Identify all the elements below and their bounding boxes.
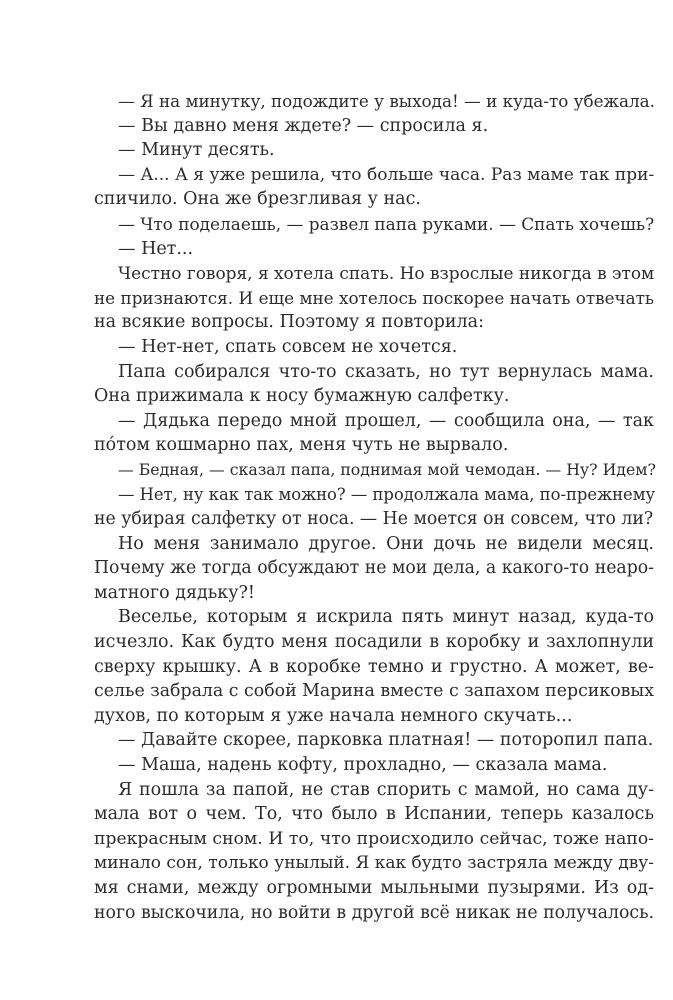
- text-line: Она прижимала к носу бумажную салфетку.: [94, 386, 510, 407]
- text-line: спичило. Она же брезгливая у нас.: [94, 189, 421, 210]
- text-line: Веселье, которым я искрила пять минут назад, куда-то: [118, 607, 654, 628]
- text-line: — Я на минутку, подождите у выхода! — и куда-то убежала.: [118, 91, 655, 111]
- text-line: Папа собирался что-то сказать, но тут вернулась мама.: [118, 361, 654, 382]
- text-line: — Бедная, — сказал папа, поднимая мой чемодан. — Ну? Идем?: [118, 459, 656, 479]
- page-text: [94, 89, 654, 925]
- text-line: исчезло. Как будто меня посадили в коробку и захлопнули: [94, 632, 654, 653]
- text-line: — Давайте скорее, парковка платная! — поторопил папа.: [118, 730, 654, 751]
- text-line: не признаются. И еще мне хотелось поскорее начать отвечать: [94, 287, 654, 308]
- text-line: — Маша, надень кофту, прохладно, — сказала мама.: [118, 755, 608, 776]
- text-line: прекрасным сном. И то, что происходило сейчас, тоже напо-: [94, 828, 654, 849]
- text-line: — Нет-нет, спать совсем не хочется.: [118, 336, 458, 357]
- text-line: — Минут десять.: [118, 140, 275, 161]
- text-line: — Нет, ну как так можно? — продолжала мама, по-прежнему: [118, 484, 656, 504]
- text-line: Честно говоря, я хотела спать. Но взрослые никогда в этом: [118, 263, 655, 284]
- text-line: — Дядька передо мной прошел, — сообщила она, — так: [118, 410, 654, 431]
- text-line: матного дядьку?!: [94, 582, 255, 603]
- text-line: пóтом кошмарно пах, меня чуть не вырвало.: [94, 435, 509, 456]
- text-line: — Вы давно меня ждете? — спросила я.: [118, 115, 489, 136]
- text-line: мала вот о чем. То, что было в Испании, теперь казалось: [94, 804, 654, 825]
- text-line: Но меня занимало другое. Они дочь не видели месяц.: [118, 533, 654, 554]
- text-line: селье забрала с собой Марина вместе с запахом персиковых: [94, 681, 654, 702]
- text-line: духов, по которым я уже начала немного скучать...: [94, 705, 573, 726]
- text-line: минало сон, только унылый. Я как будто застряла между дву-: [94, 853, 654, 874]
- text-line: — Нет...: [118, 238, 194, 259]
- text-line: Я пошла за папой, не став спорить с мамой, но сама ду-: [118, 779, 654, 800]
- text-line: не убирая салфетку от носа. — Не моется он совсем, что ли?: [94, 509, 654, 530]
- text-line: Почему же тогда обсуждают не мои дела, а какого-то неаро-: [94, 558, 654, 579]
- text-line: сверху крышку. А в коробке темно и грустно. А может, ве-: [94, 656, 654, 677]
- text-line: мя снами, между огромными мыльными пузырями. Из од-: [94, 878, 654, 898]
- text-line: на всякие вопросы. Поэтому я повторила:: [94, 312, 484, 333]
- text-line: — А... А я уже решила, что больше часа. Раз маме так при-: [118, 164, 655, 185]
- text-line: — Что поделаешь, — развел папа руками. — Спать хочешь?: [118, 213, 655, 234]
- text-line: ного выскочила, но войти в другой всё никак не получалось.: [94, 902, 654, 923]
